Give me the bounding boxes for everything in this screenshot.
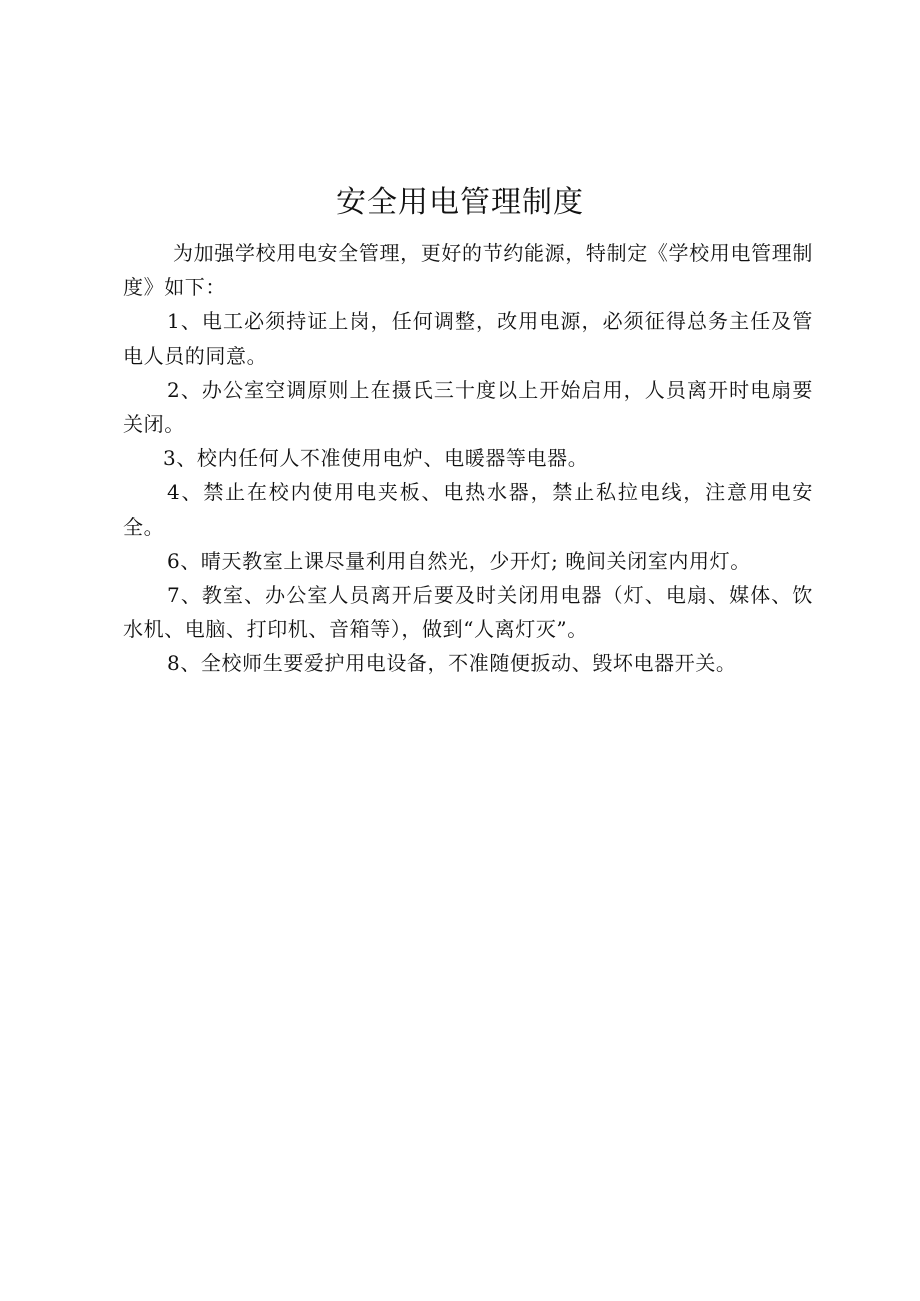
document-body (123, 236, 813, 681)
rule-item-7: 7、教室、办公室人员离开后要及时关闭用电器（灯、电扇、媒体、饮水机、电脑、打印机、音箱等），做到“人离灯灭”。 (123, 583, 813, 642)
rule-item-1: 1、电工必须持证上岗，任何调整，改用电源，必须征得总务主任及管电人员的同意。 (123, 309, 813, 368)
rule-item-6: 6、晴天教室上课尽量利用自然光，少开灯; 晚间关闭室内用灯。 (167, 548, 751, 573)
intro-paragraph: 为加强学校用电安全管理，更好的节约能源，特制定《学校用电管理制度》如下： (123, 241, 813, 300)
document-title: 安全用电管理制度 (336, 185, 584, 220)
rule-item-3: 3、校内任何人不准使用电炉、电暖器等电器。 (163, 446, 589, 471)
rule-item-8: 8、全校师生要爱护用电设备，不准随便扳动、毁坏电器开关。 (167, 651, 737, 676)
rule-item-4: 4、禁止在校内使用电夹板、电热水器，禁止私拉电线，注意用电安全。 (123, 480, 813, 539)
rule-item-2: 2、办公室空调原则上在摄氏三十度以上开始启用，人员离开时电扇要关闭。 (123, 377, 813, 437)
